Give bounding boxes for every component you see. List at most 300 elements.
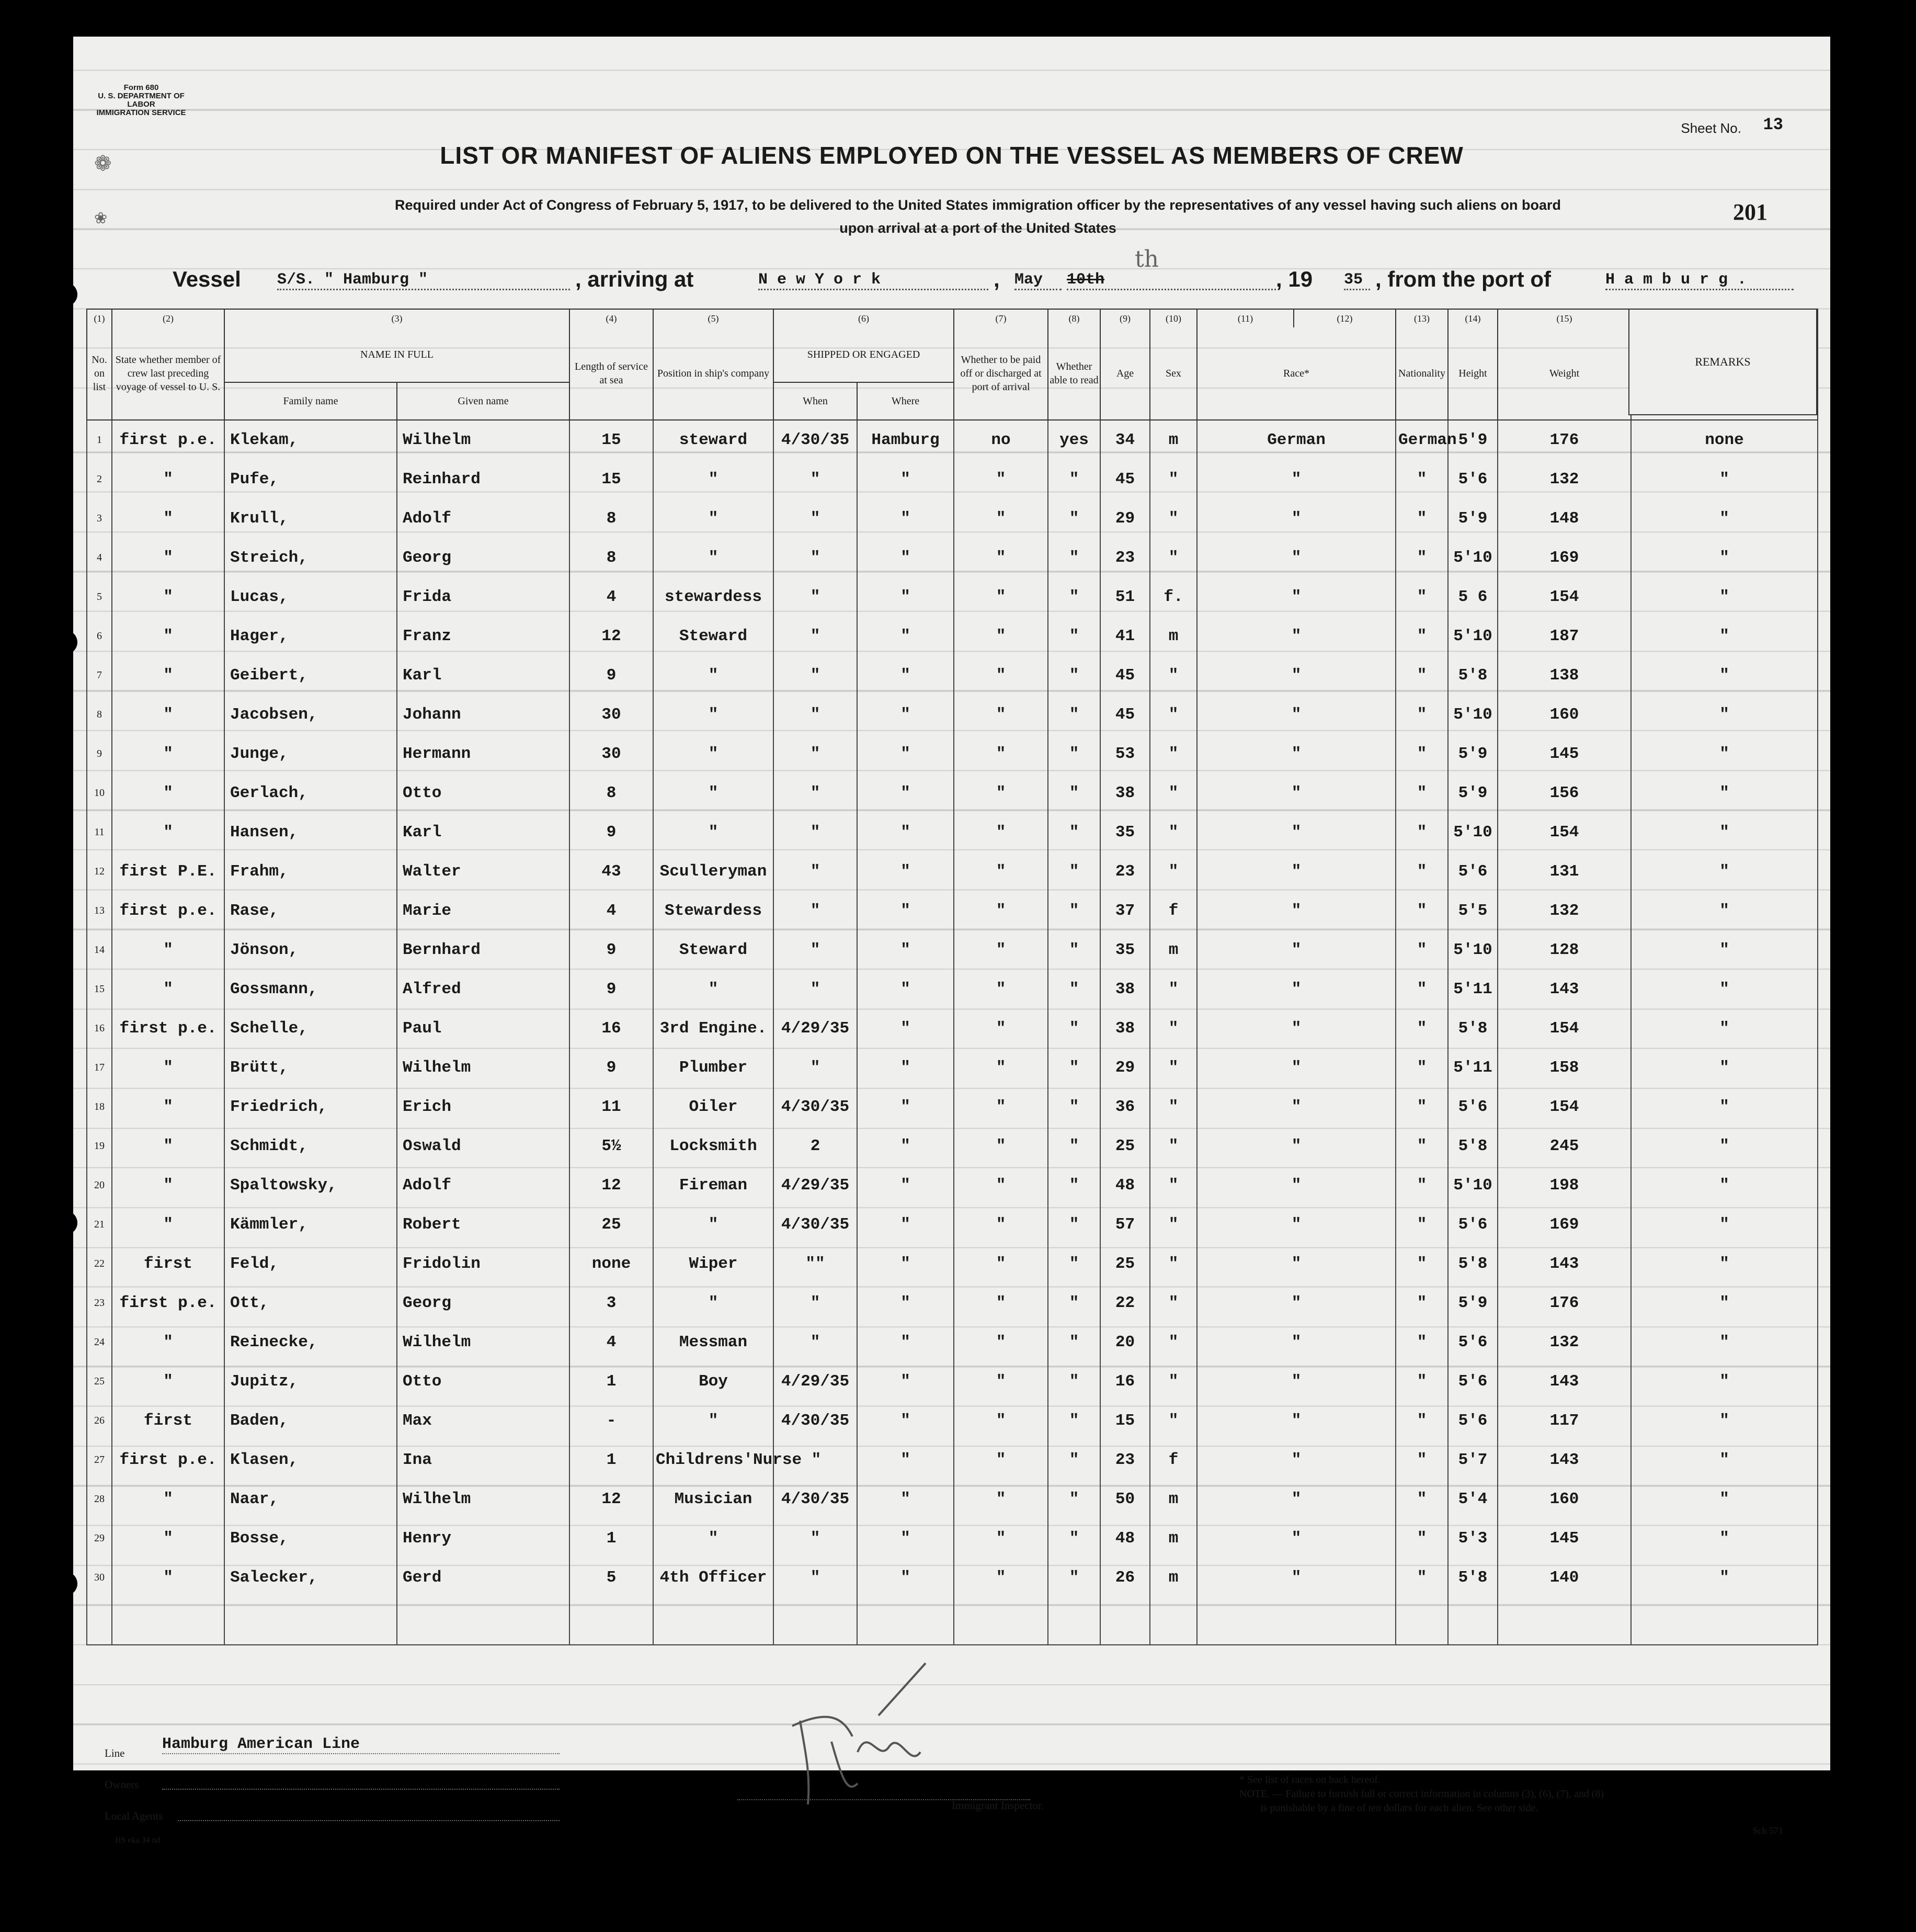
race: " [1197,1087,1396,1127]
weight: 154 [1498,1009,1631,1048]
length-service: 1 [569,1440,653,1480]
shipped-when: 4/29/35 [773,1009,857,1048]
prev-voyage: " [112,970,224,1009]
family-name: Streich, [224,538,397,577]
shipped-where: " [857,891,954,930]
weight: 140 [1498,1558,1631,1597]
nationality: " [1396,538,1448,577]
blank-cell [1197,1597,1396,1645]
age: 48 [1100,1166,1150,1205]
weight: 143 [1498,1362,1631,1401]
length-service: 1 [569,1519,653,1558]
shipped-where: Hamburg [857,420,954,460]
col-age: Age [1100,327,1150,420]
length-service: 8 [569,499,653,538]
blank-cell [857,1597,954,1645]
table-row [87,1166,1818,1205]
weight: 154 [1498,577,1631,617]
line-number: 21 [87,1205,112,1244]
blank-cell [1631,1597,1818,1645]
table-row [87,930,1818,970]
shipped-when: " [773,891,857,930]
shipped-where: " [857,970,954,1009]
weight: 245 [1498,1127,1631,1166]
able-read: " [1048,1166,1100,1205]
length-service: 5½ [569,1127,653,1166]
col-num: (5) [653,309,773,327]
blank-cell [1396,1597,1448,1645]
paid-off: " [954,695,1048,734]
shipped-when: " [773,1048,857,1087]
able-read: " [1048,1205,1100,1244]
race: " [1197,1558,1396,1597]
able-read: " [1048,734,1100,774]
shipped-where: " [857,1480,954,1519]
table-row [87,1558,1818,1597]
physical-marks: " [1631,1558,1818,1597]
paid-off: " [954,970,1048,1009]
length-service: 4 [569,1323,653,1362]
prev-voyage: " [112,1519,224,1558]
physical-marks: " [1631,1009,1818,1048]
position: " [653,499,773,538]
age: 38 [1100,970,1150,1009]
position: " [653,538,773,577]
sex: m [1150,930,1197,970]
printer-id: HS eka 34 nd [115,1836,161,1845]
weight: 176 [1498,1283,1631,1323]
prev-voyage: " [112,734,224,774]
col-num: (15) [1498,309,1631,327]
form-id-line: U. S. DEPARTMENT OF LABOR [98,92,185,109]
race: " [1197,1283,1396,1323]
able-read: " [1048,617,1100,656]
table-row [87,656,1818,695]
able-read: " [1048,1440,1100,1480]
sex: " [1150,1244,1197,1283]
table-row [87,813,1818,852]
family-name: Pufe, [224,460,397,499]
col-num: (8) [1048,309,1100,327]
table-row [87,1205,1818,1244]
position: " [653,813,773,852]
family-name: Ott, [224,1283,397,1323]
paid-off: " [954,852,1048,891]
race: " [1197,970,1396,1009]
length-service: 30 [569,695,653,734]
shipped-when: " [773,774,857,813]
prev-voyage: first p.e. [112,1283,224,1323]
col-nationality: Nationality [1396,327,1448,420]
weight: 160 [1498,1480,1631,1519]
nationality: " [1396,1166,1448,1205]
shipped-when: 4/30/35 [773,1401,857,1440]
race: " [1197,538,1396,577]
blank-row [87,1597,1818,1645]
table-row [87,1401,1818,1440]
age: 29 [1100,1048,1150,1087]
schedule-id: Sch 571 [1752,1825,1783,1836]
age: 45 [1100,460,1150,499]
shipped-where: " [857,930,954,970]
family-name: Friedrich, [224,1087,397,1127]
family-name: Spaltowsky, [224,1166,397,1205]
height: 5'10 [1448,930,1498,970]
owners-label: Owners [105,1778,139,1791]
col-given-name: Given name [397,382,569,420]
table-row [87,420,1818,460]
nationality: " [1396,1009,1448,1048]
prev-voyage: " [112,1480,224,1519]
form-id [94,84,188,117]
physical-marks: " [1631,1323,1818,1362]
paid-off: " [954,1323,1048,1362]
paid-off: " [954,1519,1048,1558]
length-service: 12 [569,1480,653,1519]
col-num: (1) [87,309,112,327]
height: 5'4 [1448,1480,1498,1519]
able-read: " [1048,1009,1100,1048]
table-row [87,1009,1818,1048]
line-number: 29 [87,1519,112,1558]
blank-cell [224,1597,397,1645]
table-row [87,1087,1818,1127]
shipped-where: " [857,774,954,813]
blank-cell [1150,1597,1197,1645]
paid-off: " [954,813,1048,852]
prev-voyage: first p.e. [112,1009,224,1048]
position: " [653,1283,773,1323]
page-subtitle [267,194,1689,240]
line-number: 2 [87,460,112,499]
weight: 128 [1498,930,1631,970]
owners-line [162,1777,560,1790]
family-name: Hager, [224,617,397,656]
sex: f. [1150,577,1197,617]
sex: " [1150,695,1197,734]
family-name: Kämmler, [224,1205,397,1244]
age: 41 [1100,617,1150,656]
nationality: " [1396,1323,1448,1362]
line-number: 16 [87,1009,112,1048]
family-name: Baden, [224,1401,397,1440]
given-name: Wilhelm [397,420,569,460]
given-name: Fridolin [397,1244,569,1283]
sex: " [1150,1283,1197,1323]
length-service: 3 [569,1283,653,1323]
position: Musician [653,1480,773,1519]
age: 26 [1100,1558,1150,1597]
physical-marks: " [1631,1283,1818,1323]
punch-hole [53,630,77,654]
vessel-name: S/S. " Hamburg " [277,271,570,290]
prev-voyage: " [112,1558,224,1597]
nationality: German [1396,420,1448,460]
sex: " [1150,734,1197,774]
shipped-when: " [773,1558,857,1597]
height: 5'6 [1448,1087,1498,1127]
col-when: When [773,382,857,420]
able-read: " [1048,1244,1100,1283]
prev-voyage: first [112,1401,224,1440]
blank-cell [112,1597,224,1645]
position: Plumber [653,1048,773,1087]
sex: " [1150,774,1197,813]
paid-off: " [954,656,1048,695]
age: 25 [1100,1244,1150,1283]
height: 5'11 [1448,970,1498,1009]
nationality: " [1396,852,1448,891]
nationality: " [1396,1244,1448,1283]
table-row [87,538,1818,577]
nationality: " [1396,970,1448,1009]
prev-voyage: first p.e. [112,891,224,930]
length-service: 12 [569,617,653,656]
paid-off: " [954,1401,1048,1440]
height: 5'10 [1448,617,1498,656]
form-id-line: IMMIGRATION SERVICE [96,108,186,117]
shipped-where: " [857,1362,954,1401]
paid-off: " [954,1009,1048,1048]
able-read: " [1048,891,1100,930]
race: " [1197,1362,1396,1401]
table-row [87,1440,1818,1480]
shipped-when: " [773,538,857,577]
shipped-where: " [857,460,954,499]
prev-voyage: " [112,1205,224,1244]
given-name: Alfred [397,970,569,1009]
weight: 169 [1498,538,1631,577]
nationality: " [1396,577,1448,617]
physical-marks: " [1631,1244,1818,1283]
col-paid-off: Whether to be paid off or discharged at port of arrival [954,327,1048,420]
blank-cell [87,1597,112,1645]
line-number: 18 [87,1087,112,1127]
height: 5'8 [1448,1558,1498,1597]
from-port: H a m b u r g . [1605,271,1794,290]
physical-marks: " [1631,1519,1818,1558]
physical-marks: " [1631,891,1818,930]
sex: " [1150,1087,1197,1127]
age: 25 [1100,1127,1150,1166]
line-number: 8 [87,695,112,734]
nationality: " [1396,1401,1448,1440]
family-name: Jacobsen, [224,695,397,734]
position: " [653,1401,773,1440]
able-read: " [1048,1558,1100,1597]
line-number: 30 [87,1558,112,1597]
nationality: " [1396,499,1448,538]
age: 16 [1100,1362,1150,1401]
line-number: 7 [87,656,112,695]
given-name: Marie [397,891,569,930]
prev-voyage: " [112,499,224,538]
paid-off: " [954,1440,1048,1480]
line-number: 14 [87,930,112,970]
physical-marks: " [1631,1401,1818,1440]
line-label: Line [105,1747,125,1759]
subtitle-line: upon arrival at a port of the United States [839,220,1116,236]
length-service: 15 [569,420,653,460]
physical-marks: " [1631,1362,1818,1401]
weight: 156 [1498,774,1631,813]
shipped-when: " [773,656,857,695]
shipped-where: " [857,852,954,891]
subtitle-line: Required under Act of Congress of February 5, 1917, to be delivered to the United States immigration officer by the representatives of any vessel having such aliens on board [394,197,1561,213]
line-number: 27 [87,1440,112,1480]
shipped-when: " [773,813,857,852]
able-read: " [1048,460,1100,499]
height: 5'6 [1448,1362,1498,1401]
length-service: 9 [569,813,653,852]
sex: " [1150,460,1197,499]
position: Childrens'Nurse " [653,1440,773,1480]
nationality: " [1396,617,1448,656]
height: 5'10 [1448,695,1498,734]
given-name: Johann [397,695,569,734]
length-service: 30 [569,734,653,774]
race: " [1197,1009,1396,1048]
position: Stewardess [653,891,773,930]
height: 5'6 [1448,852,1498,891]
line-number: 23 [87,1283,112,1323]
line-number: 10 [87,774,112,813]
physical-marks: " [1631,617,1818,656]
nationality: " [1396,813,1448,852]
table-row [87,734,1818,774]
paid-off: " [954,1362,1048,1401]
race: " [1197,852,1396,891]
line-number: 26 [87,1401,112,1440]
prev-voyage: " [112,695,224,734]
line-number: 5 [87,577,112,617]
paid-off: " [954,1205,1048,1244]
table-row [87,617,1818,656]
position: Boy [653,1362,773,1401]
length-service: 12 [569,1166,653,1205]
height: 5'9 [1448,420,1498,460]
line-number: 12 [87,852,112,891]
able-read: " [1048,1362,1100,1401]
sex: " [1150,656,1197,695]
arriving-label: , arriving at [575,267,694,291]
shipped-where: " [857,734,954,774]
able-read: " [1048,538,1100,577]
age: 53 [1100,734,1150,774]
shipped-where: " [857,1048,954,1087]
nationality: " [1396,1558,1448,1597]
race: " [1197,656,1396,695]
table-row [87,774,1818,813]
family-name: Jupitz, [224,1362,397,1401]
age: 38 [1100,1009,1150,1048]
height: 5'8 [1448,1127,1498,1166]
prev-voyage: " [112,1362,224,1401]
weight: 169 [1498,1205,1631,1244]
col-num: (10) [1150,309,1197,327]
physical-marks: " [1631,695,1818,734]
paid-off: no [954,420,1048,460]
physical-marks: " [1631,656,1818,695]
sex: " [1150,1205,1197,1244]
line-number: 6 [87,617,112,656]
given-name: Max [397,1401,569,1440]
physical-marks: " [1631,1048,1818,1087]
weight: 160 [1498,695,1631,734]
race: " [1197,1519,1396,1558]
family-name: Naar, [224,1480,397,1519]
physical-marks: " [1631,1166,1818,1205]
race: " [1197,499,1396,538]
col-num: (12) [1294,309,1396,327]
height: 5 6 [1448,577,1498,617]
able-read: " [1048,577,1100,617]
age: 23 [1100,852,1150,891]
height: 5'5 [1448,891,1498,930]
paid-off: " [954,774,1048,813]
line-number: 11 [87,813,112,852]
sex: " [1150,499,1197,538]
col-num: (14) [1448,309,1498,327]
length-service: 9 [569,1048,653,1087]
col-state-whether: State whether member of crew last preceding voyage of vessel to U. S. [112,327,224,420]
length-service: 15 [569,460,653,499]
table-row [87,1283,1818,1323]
paid-off: " [954,1087,1048,1127]
race: " [1197,1166,1396,1205]
line-number: 19 [87,1127,112,1166]
able-read: yes [1048,420,1100,460]
blank-cell [1498,1597,1631,1645]
family-name: Rase, [224,891,397,930]
weight: 187 [1498,617,1631,656]
family-name: Brütt, [224,1048,397,1087]
blank-cell [1448,1597,1498,1645]
paid-off: " [954,734,1048,774]
shipped-when: " [773,577,857,617]
nationality: " [1396,774,1448,813]
shipped-when: " [773,930,857,970]
sex: " [1150,538,1197,577]
position: Locksmith [653,1127,773,1166]
weight: 131 [1498,852,1631,891]
sex: " [1150,813,1197,852]
family-name: Schmidt, [224,1127,397,1166]
given-name: Franz [397,617,569,656]
arrival-month: May [1014,271,1062,290]
shipped-when: " [773,460,857,499]
col-remarks: REMARKS [1628,309,1817,415]
given-name: Bernhard [397,930,569,970]
race: " [1197,1323,1396,1362]
sex: " [1150,1166,1197,1205]
blank-cell [1100,1597,1150,1645]
nationality: " [1396,695,1448,734]
height: 5'8 [1448,1244,1498,1283]
family-name: Feld, [224,1244,397,1283]
given-name: Georg [397,1283,569,1323]
punch-hole [53,1572,77,1596]
inspector-signature [722,1658,983,1815]
table-row [87,1048,1818,1087]
given-name: Walter [397,852,569,891]
family-name: Salecker, [224,1558,397,1597]
age: 36 [1100,1087,1150,1127]
age: 20 [1100,1323,1150,1362]
shipped-when: 4/30/35 [773,1480,857,1519]
family-name: Krull, [224,499,397,538]
prev-voyage: " [112,1048,224,1087]
